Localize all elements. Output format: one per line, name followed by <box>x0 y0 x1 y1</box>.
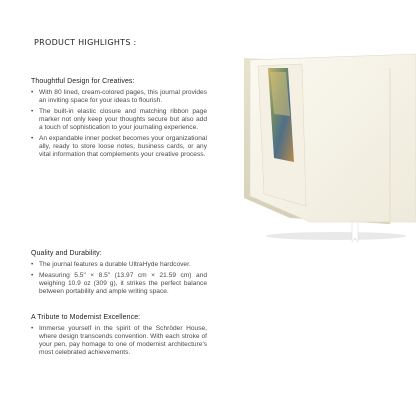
page-title: PRODUCT HIGHLIGHTS : <box>34 38 137 47</box>
bullet-item: • The built-in elastic closure and matching ribbon page marker not only keep your thoughts secure but also add a touch of sophistication to your journaling experience. <box>31 108 207 132</box>
bullet-list <box>31 89 207 159</box>
journal-product-image <box>240 46 416 246</box>
bullet-item: • Immerse yourself in the spirit of the Schröder House, where design transcends convention. With each stroke of your pen, pay homage to one of modernist architecture's most celebrated achievements. <box>31 325 207 357</box>
shadow <box>266 232 406 240</box>
bullet-item: • With 80 lined, cream-colored pages, this journal provides an inviting space for your ideas to flourish. <box>31 89 207 105</box>
section-heading: A Tribute to Modernist Excellence: <box>31 314 141 321</box>
bullet-item: • The journal features a durable UltraHyde hardcover. <box>31 261 207 269</box>
bullet-item: • Measuring 5.5" × 8.5" (13.97 cm × 21.59 cm) and weighing 10.9 oz (309 g), it strikes the perfect balance between portability and ample writing space. <box>31 272 207 296</box>
section-heading: Thoughtful Design for Creatives: <box>31 78 135 85</box>
bullet-list <box>31 325 207 357</box>
section-heading: Quality and Durability: <box>31 250 102 257</box>
section-tribute <box>31 314 207 360</box>
bullet-item: • An expandable inner pocket becomes your organizational ally, ready to store loose notes, business cards, or any vital information that complements your creative process. <box>31 135 207 159</box>
section-quality <box>31 250 207 299</box>
bullet-list <box>31 261 207 296</box>
section-design <box>31 78 207 162</box>
